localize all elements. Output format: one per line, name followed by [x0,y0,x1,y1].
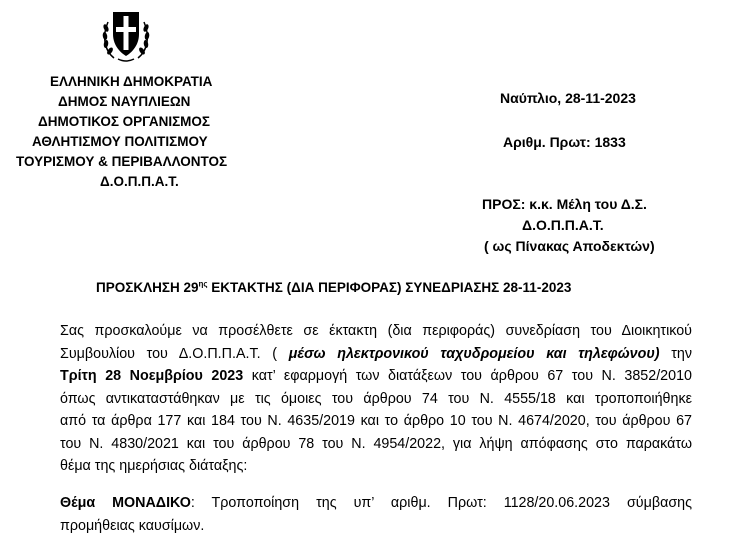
body-line-2 [60,343,692,366]
issuer-line-sports-culture: ΑΘΛΗΤΙΣΜΟΥ ΠΟΛΙΤΙΣΜΟΥ [32,134,208,149]
topic-line-2: προμήθειας καυσίμων. [60,517,205,534]
invitation-body [60,320,692,478]
body-line-4: όπως αντικαταστάθηκαν με τις όμοιες του άρθρου 74 του Ν. 4555/18 και τροποποιήθηκε [60,390,692,407]
body-line-3-rest: κατ’ εφαρμογή των διατάξεων του άρθρου 67 του Ν. 3852/2010 [243,368,692,384]
body-line-5: από τα άρθρα 177 και 184 του Ν. 4635/2019 και το άρθρο 10 του Ν. 4674/2020, του άρθρου 67 [60,413,692,429]
body-line-2-end: την [659,345,692,362]
meeting-date: Τρίτη 28 Νοεμβρίου 2023 [60,368,244,384]
invitation-title [96,280,571,295]
agenda-topic [60,492,692,537]
issuer-line-organization: ΔΗΜΟΤΙΚΟΣ ΟΡΓΑΝΙΣΜΟΣ [38,114,211,129]
greek-coat-of-arms-icon [100,6,152,64]
issuer-line-republic: ΕΛΛΗΝΙΚΗ ΔΗΜΟΚΡΑΤΙΑ [50,74,213,89]
topic-label: Θέμα ΜΟΝΑΔΙΚΟ [60,495,191,511]
title-number: ΠΡΟΣΚΛΗΣΗ 29 [96,280,199,295]
document-date: Ναύπλιο, 28-11-2023 [500,90,636,106]
topic-description: : Τροποποίηση της υπ’ αριθμ. Πρωτ: 1128/20.06.2023 σύμβασης [190,495,692,511]
recipient-line-list: ( ως Πίνακας Αποδεκτών) [484,238,655,254]
protocol-number: Αριθμ. Πρωτ: 1833 [503,134,626,150]
issuer-header [10,72,280,192]
body-line-7: θέμα της ημερήσιας διάταξης: [60,458,248,474]
issuer-line-municipality: ΔΗΜΟΣ ΝΑΥΠΛΙΕΩΝ [58,94,191,109]
body-line-6: του Ν. 4830/2021 και του άρθρου 78 του Ν. 4954/2022, για λήψη απόφασης στο παρακάτω [60,435,692,452]
issuer-line-acronym: Δ.Ο.Π.Π.Α.Τ. [100,174,179,189]
issuer-line-tourism-environment: ΤΟΥΡΙΣΜΟΥ & ΠΕΡΙΒΑΛΛΟΝΤΟΣ [16,154,228,169]
meeting-method: μέσω ηλεκτρονικού ταχυδρομείου και τηλεφώνου) [288,345,660,362]
recipient-line-to: ΠΡΟΣ: κ.κ. Μέλη του Δ.Σ. [482,196,647,212]
title-ordinal-suffix: ης [198,279,208,289]
title-rest: ΕΚΤΑΚΤΗΣ (ΔΙΑ ΠΕΡΙΦΟΡΑΣ) ΣΥΝΕΔΡΙΑΣΗΣ 28-11-2023 [207,280,572,295]
body-line-1: Σας προσκαλούμε να προσέλθετε σε έκτακτη (δια περιφοράς) συνεδρίαση του Διοικητικού [60,323,692,339]
body-line-2-start: Συμβουλίου του Δ.Ο.Π.Π.Α.Τ. ( [60,345,289,362]
body-line-3 [60,365,692,388]
recipient-line-org: Δ.Ο.Π.Π.Α.Τ. [522,217,604,233]
topic-line-1 [60,492,692,515]
recipient-block [470,194,680,257]
